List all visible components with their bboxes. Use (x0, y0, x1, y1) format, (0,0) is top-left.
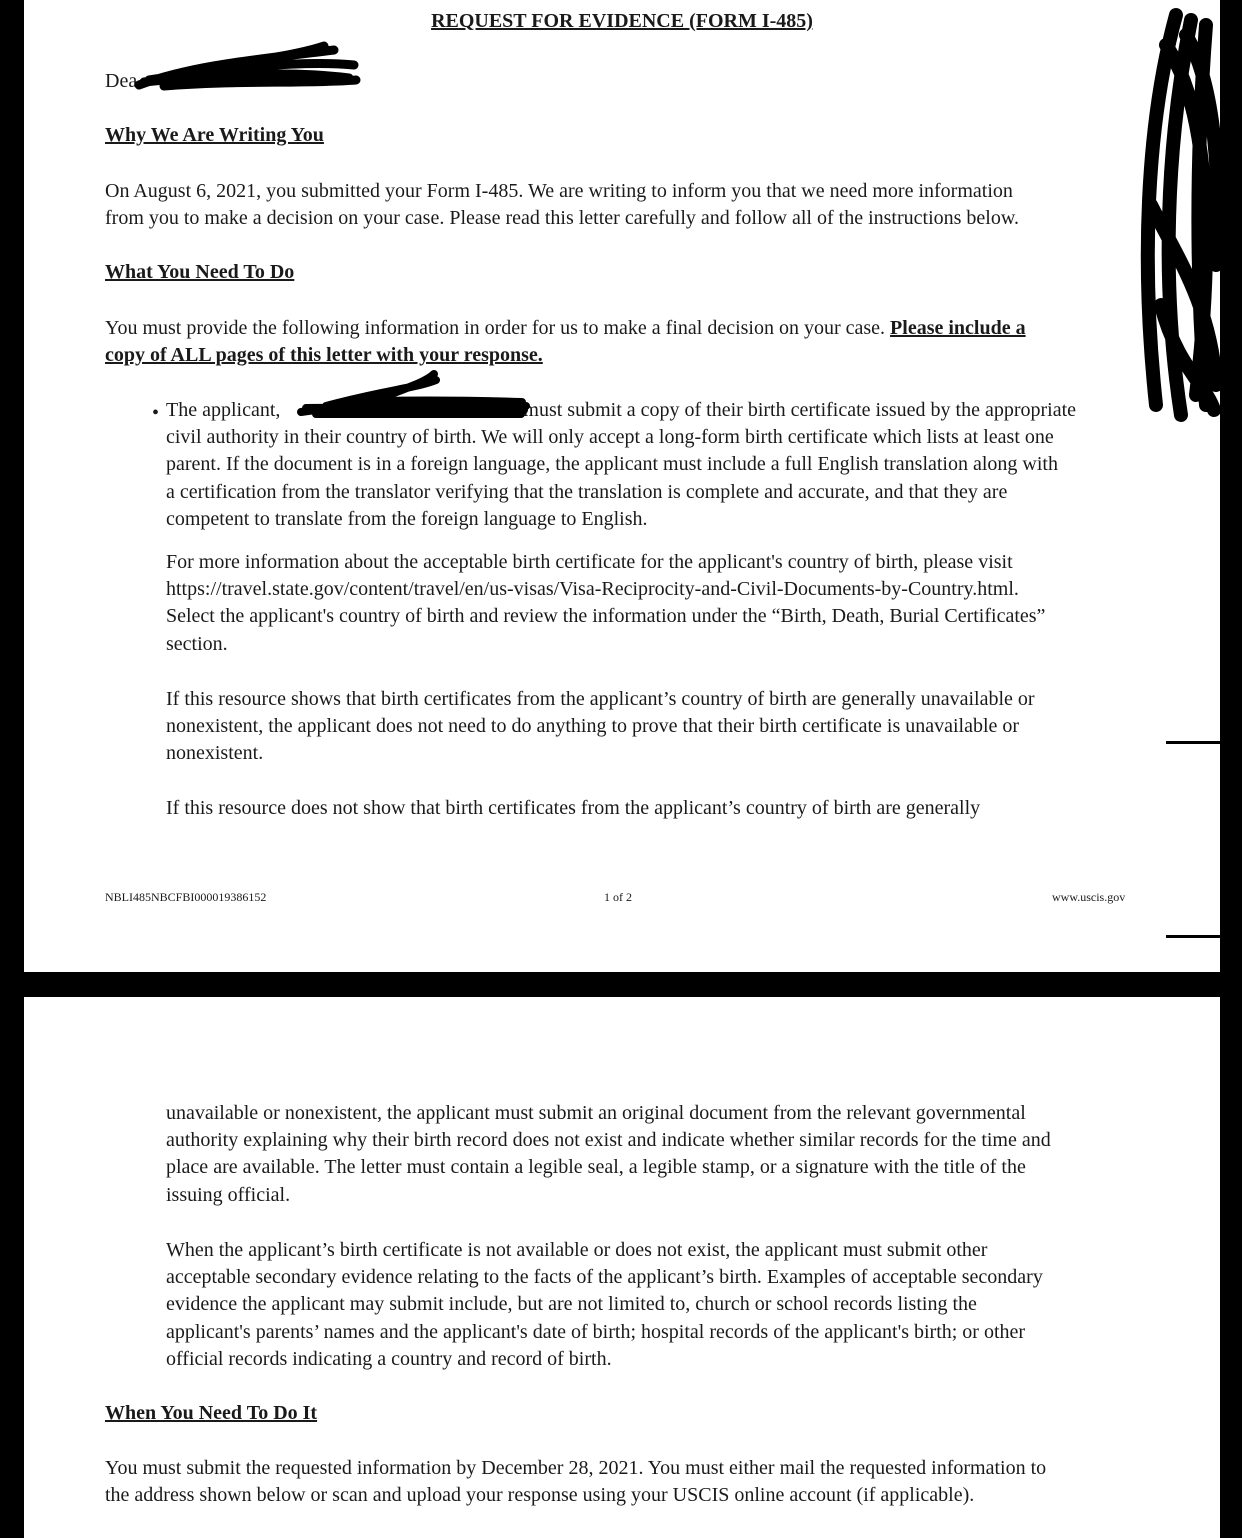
what-line-1-plain: You must provide the following information in order for us to make a final decision on your case. (105, 317, 891, 339)
unavailable-line-3: nonexistent. (166, 742, 264, 765)
secondary-line-5: official records indicating a country and record of birth. (166, 1347, 612, 1370)
cont-line-1: unavailable or nonexistent, the applicant must submit an original document from the relevant governmental (166, 1102, 1026, 1124)
not-show-paragraph (166, 795, 980, 822)
bullet-line-5: competent to translate from the foreign language to English. (166, 507, 648, 530)
cont-line-3: place are available. The letter must contain a legible seal, a legible stamp, or a signature with the title of the (166, 1156, 1026, 1179)
footer-website: www.uscis.gov (1052, 890, 1126, 904)
bullet-line-4: a certification from the translator verifying that the translation is complete and accurate, and that they are (166, 480, 1008, 503)
unavailable-line-2: nonexistent, the applicant does not need to do anything to prove that their birth certificate is unavailable or (166, 715, 1020, 738)
info-line-3: Select the applicant's country of birth and review the information under the “Birth, Death, Burial Certificates” (166, 605, 1046, 628)
what-paragraph (105, 315, 1026, 369)
salutation-text: Dea (105, 70, 138, 92)
margin-rule-1 (1166, 741, 1220, 744)
bullet-marker: • (152, 402, 160, 424)
info-line-4: section. (166, 632, 228, 655)
why-paragraph (105, 178, 1019, 232)
why-line-1: On August 6, 2021, you submitted your Form I-485. We are writing to inform you that we need more information (105, 180, 1013, 202)
secondary-evidence-paragraph (166, 1237, 1043, 1373)
redaction-scribble-applicant (286, 370, 536, 420)
heading-why-we-are-writing: Why We Are Writing You (105, 124, 324, 146)
secondary-line-2: acceptable secondary evidence relating to the facts of the applicant’s birth. Examples of acceptable secondary (166, 1266, 1043, 1289)
cont-line-4: issuing official. (166, 1183, 291, 1206)
heading-when-you-need-to-do-it: When You Need To Do It (105, 1402, 318, 1424)
when-line-1: You must submit the requested information by December 28, 2021. You must either mail the requested information to (105, 1457, 1047, 1479)
bullet-line-1-start: The applicant, (166, 399, 286, 421)
info-line-1: For more information about the acceptable birth certificate for the applicant's country of birth, please visit (166, 551, 1013, 573)
redaction-scribble-margin (1136, 5, 1226, 425)
redaction-scribble-name (134, 40, 364, 95)
what-line-1 (105, 315, 1026, 342)
when-paragraph (105, 1455, 1046, 1509)
secondary-line-4: applicant's parents’ names and the applicant's date of birth; hospital records of the applicant's birth; or other (166, 1320, 1026, 1343)
why-line-2: from you to make a decision on your case. Please read this letter carefully and follow all of the instructions below. (105, 207, 1019, 230)
continuation-paragraph (166, 1100, 1051, 1209)
unavailable-paragraph (166, 686, 1035, 768)
unavailable-line-1: If this resource shows that birth certificates from the applicant’s country of birth are generally unavailable or (166, 688, 1035, 710)
what-line-2-emphasis: copy of ALL pages of this letter with your response. (105, 344, 543, 367)
when-line-2: the address shown below or scan and upload your response using your USCIS online account (if applicable). (105, 1484, 975, 1507)
what-line-1-emphasis: Please include a (890, 317, 1026, 339)
info-paragraph (166, 549, 1045, 658)
bullet-line-2: civil authority in their country of birth. We will only accept a long-form birth certificate which lists at least one (166, 426, 1054, 449)
heading-what-you-need-to-do: What You Need To Do (105, 261, 295, 283)
bullet-line-1-end: must submit a copy of their birth certificate issued by the appropriate (523, 399, 1077, 421)
footer-page-number: 1 of 2 (604, 890, 632, 904)
letter-page-2 (24, 997, 1220, 1538)
secondary-line-1: When the applicant’s birth certificate is not available or does not exist, the applicant must submit other (166, 1239, 988, 1261)
cont-line-2: authority explaining why their birth record does not exist and indicate whether similar records for the time and (166, 1129, 1051, 1152)
document-title: REQUEST FOR EVIDENCE (FORM I-485) (431, 10, 813, 32)
secondary-line-3: evidence the applicant may submit include, but are not limited to, church or school records listing the (166, 1293, 977, 1316)
not-show-line: If this resource does not show that birth certificates from the applicant’s country of birth are generally (166, 797, 981, 819)
letter-page-1 (24, 0, 1220, 972)
info-url: https://travel.state.gov/content/travel/en/us-visas/Visa-Reciprocity-and-Civil-Documents-by-Country.html. (166, 578, 1019, 601)
footer-receipt-code: NBLI485NBCFBI000019386152 (105, 890, 267, 904)
salutation (105, 68, 137, 95)
margin-rule-2 (1166, 935, 1220, 938)
bullet-line-3: parent. If the document is in a foreign language, the applicant must include a full English translation along with (166, 453, 1058, 476)
